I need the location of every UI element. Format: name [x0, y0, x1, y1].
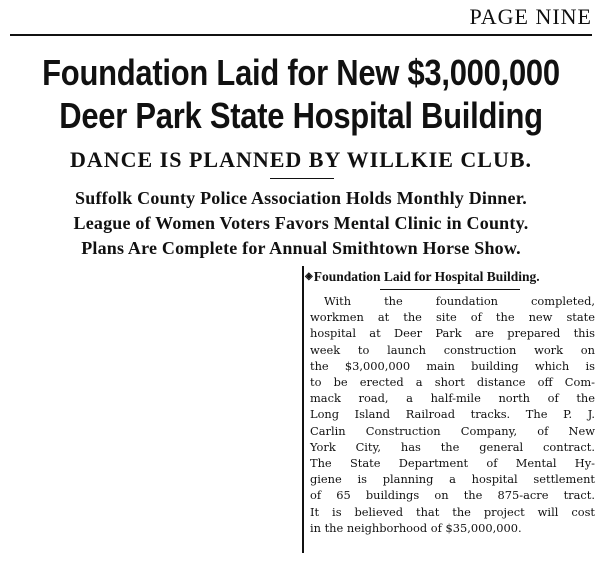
article-line: mack road, a half-mile north of the	[310, 391, 595, 406]
subhead: DANCE IS PLANNED BY WILLKIE CLUB.	[69, 147, 533, 172]
deck-line-2: League of Women Voters Favors Mental Clinic in County.	[73, 213, 529, 233]
deck-line-1: Suffolk County Police Association Holds Monthly Dinner.	[75, 188, 527, 208]
article-line: to be erected a short distance off Com-	[310, 375, 595, 390]
article-heading-divider	[380, 289, 520, 290]
article-line: Carlin Construction Company, of New	[310, 423, 595, 438]
subhead-divider	[270, 178, 334, 179]
headline-line-2: Deer Park State Hospital Building	[59, 95, 543, 136]
article-line: Long Island Railroad tracks. The P. J.	[310, 407, 595, 422]
article-line: giene is planning a hospital settlement	[310, 472, 595, 487]
column-rule	[302, 266, 304, 553]
paragraph-mark-icon: ◈	[305, 271, 313, 282]
article-heading	[305, 268, 595, 286]
article-line: the $3,000,000 main building which is	[310, 358, 595, 373]
deck-line-3: Plans Are Complete for Annual Smithtown Horse Show.	[81, 238, 521, 258]
article-line: York City, has the general contract.	[310, 439, 595, 454]
article-line: in the neighborhood of $35,000,000.	[310, 520, 522, 535]
headline-line-1: Foundation Laid for New $3,000,000	[42, 52, 560, 93]
article-line: hospital at Deer Park are prepared this	[310, 326, 595, 341]
top-rule	[10, 34, 592, 36]
article-line: workmen at the site of the new state	[310, 310, 595, 325]
article-line: of 65 buildings on the 875-acre tract.	[310, 488, 595, 503]
article-heading-text: Foundation Laid for Hospital Building.	[313, 269, 540, 284]
article-body	[310, 293, 595, 536]
article-line: With the foundation completed,	[324, 294, 595, 308]
article-line: It is believed that the project will cost	[310, 504, 595, 519]
article-line: week to launch construction work on	[310, 342, 595, 357]
page-label: PAGE NINE	[469, 4, 592, 29]
article-line: The State Department of Mental Hy-	[310, 456, 595, 471]
